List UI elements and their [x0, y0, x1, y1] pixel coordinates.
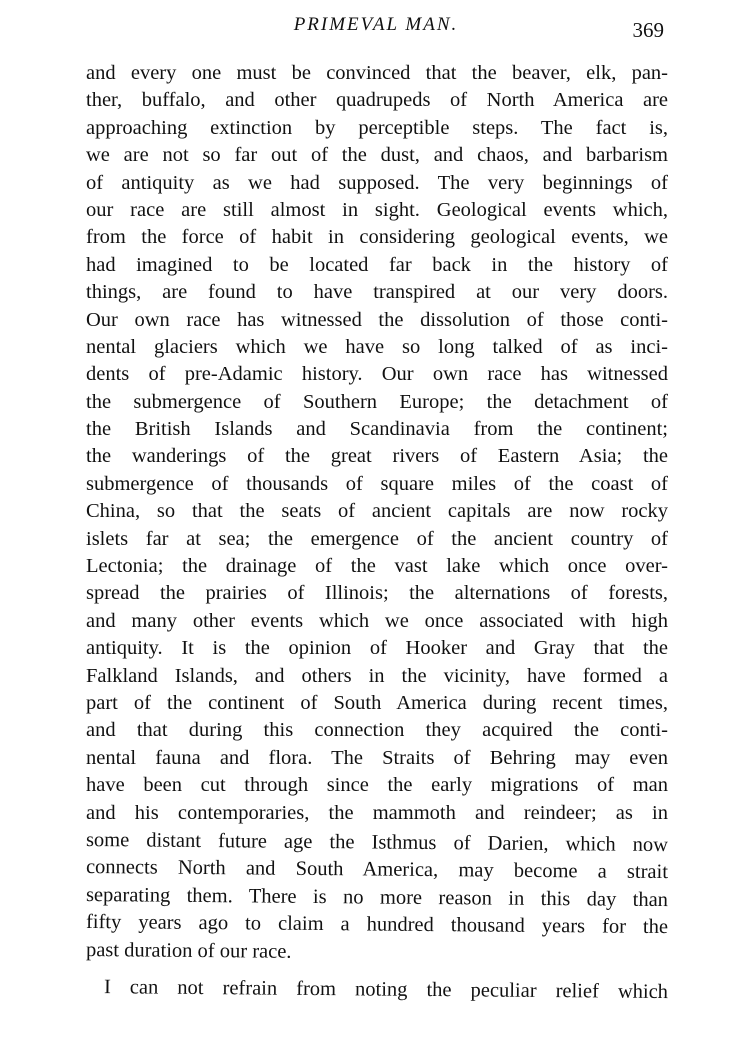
- text-line: had imagined to be located far back in the history of: [86, 253, 668, 276]
- text-line: the wanderings of the great rivers of Eastern Asia; the: [86, 445, 668, 468]
- text-line: separating them. There is no more reason in this day than: [85, 883, 669, 911]
- text-line: and that during this connection they acquired the conti-: [86, 719, 668, 742]
- text-line: past duration of our race.: [85, 938, 292, 963]
- text-line: Falkland Islands, and others in the vicinity, have formed a: [86, 664, 668, 687]
- text-line: and every one must be convinced that the beaver, elk, pan-: [86, 62, 668, 84]
- text-line: Lectonia; the drainage of the vast lake which once over-: [86, 555, 668, 578]
- text-line: approaching extinction by perceptible steps. The fact is,: [86, 116, 668, 139]
- text-line: things, are found to have transpired at our very doors.: [86, 281, 668, 304]
- text-line: nental glaciers which we have so long talked of as inci-: [86, 335, 668, 358]
- body-text: [86, 60, 668, 1001]
- text-line: from the force of habit in considering geological events, we: [86, 226, 668, 249]
- text-line: and many other events which we once associated with high: [86, 609, 668, 632]
- text-line: the British Islands and Scandinavia from the continent;: [86, 418, 668, 441]
- paragraph: [86, 974, 668, 1001]
- text-line: and his contemporaries, the mammoth and reindeer; as in: [86, 801, 668, 824]
- running-head: [86, 14, 666, 44]
- text-line: connects North and South America, may become a strait: [85, 856, 669, 884]
- text-line: China, so that the seats of ancient capitals are now rocky: [86, 500, 668, 523]
- text-line: nental fauna and flora. The Straits of Behring may even: [86, 746, 668, 769]
- text-line: our race are still almost in sight. Geological events which,: [86, 198, 668, 221]
- text-line: islets far at sea; the emergence of the ancient country of: [86, 527, 668, 550]
- text-line: we are not so far out of the dust, and chaos, and barbarism: [86, 144, 668, 167]
- text-line: spread the prairies of Illinois; the alternations of forests,: [86, 582, 668, 605]
- text-line: some distant future age the Isthmus of Darien, which now: [85, 828, 669, 857]
- text-line: submergence of thousands of square miles of the coast of: [86, 472, 668, 495]
- text-line: have been cut through since the early migrations of man: [86, 774, 668, 797]
- paragraph: [86, 60, 668, 964]
- text-line: ther, buffalo, and other quadrupeds of North America are: [86, 89, 668, 112]
- text-line: dents of pre-Adamic history. Our own race has witnessed: [86, 363, 668, 386]
- text-line: Our own race has witnessed the dissolution of those conti-: [86, 308, 668, 331]
- text-line: of antiquity as we had supposed. The very beginnings of: [86, 171, 668, 194]
- text-line: I can not refrain from noting the peculiar relief which: [103, 976, 669, 1003]
- text-line: fifty years ago to claim a hundred thousand years for the: [85, 911, 669, 939]
- text-line: part of the continent of South America during recent times,: [86, 691, 668, 714]
- page-number: 369: [632, 18, 664, 42]
- running-head-title: PRIMEVAL MAN.: [293, 14, 459, 35]
- text-line: antiquity. It is the opinion of Hooker and Gray that the: [86, 637, 668, 660]
- text-line: the submergence of Southern Europe; the detachment of: [86, 390, 668, 413]
